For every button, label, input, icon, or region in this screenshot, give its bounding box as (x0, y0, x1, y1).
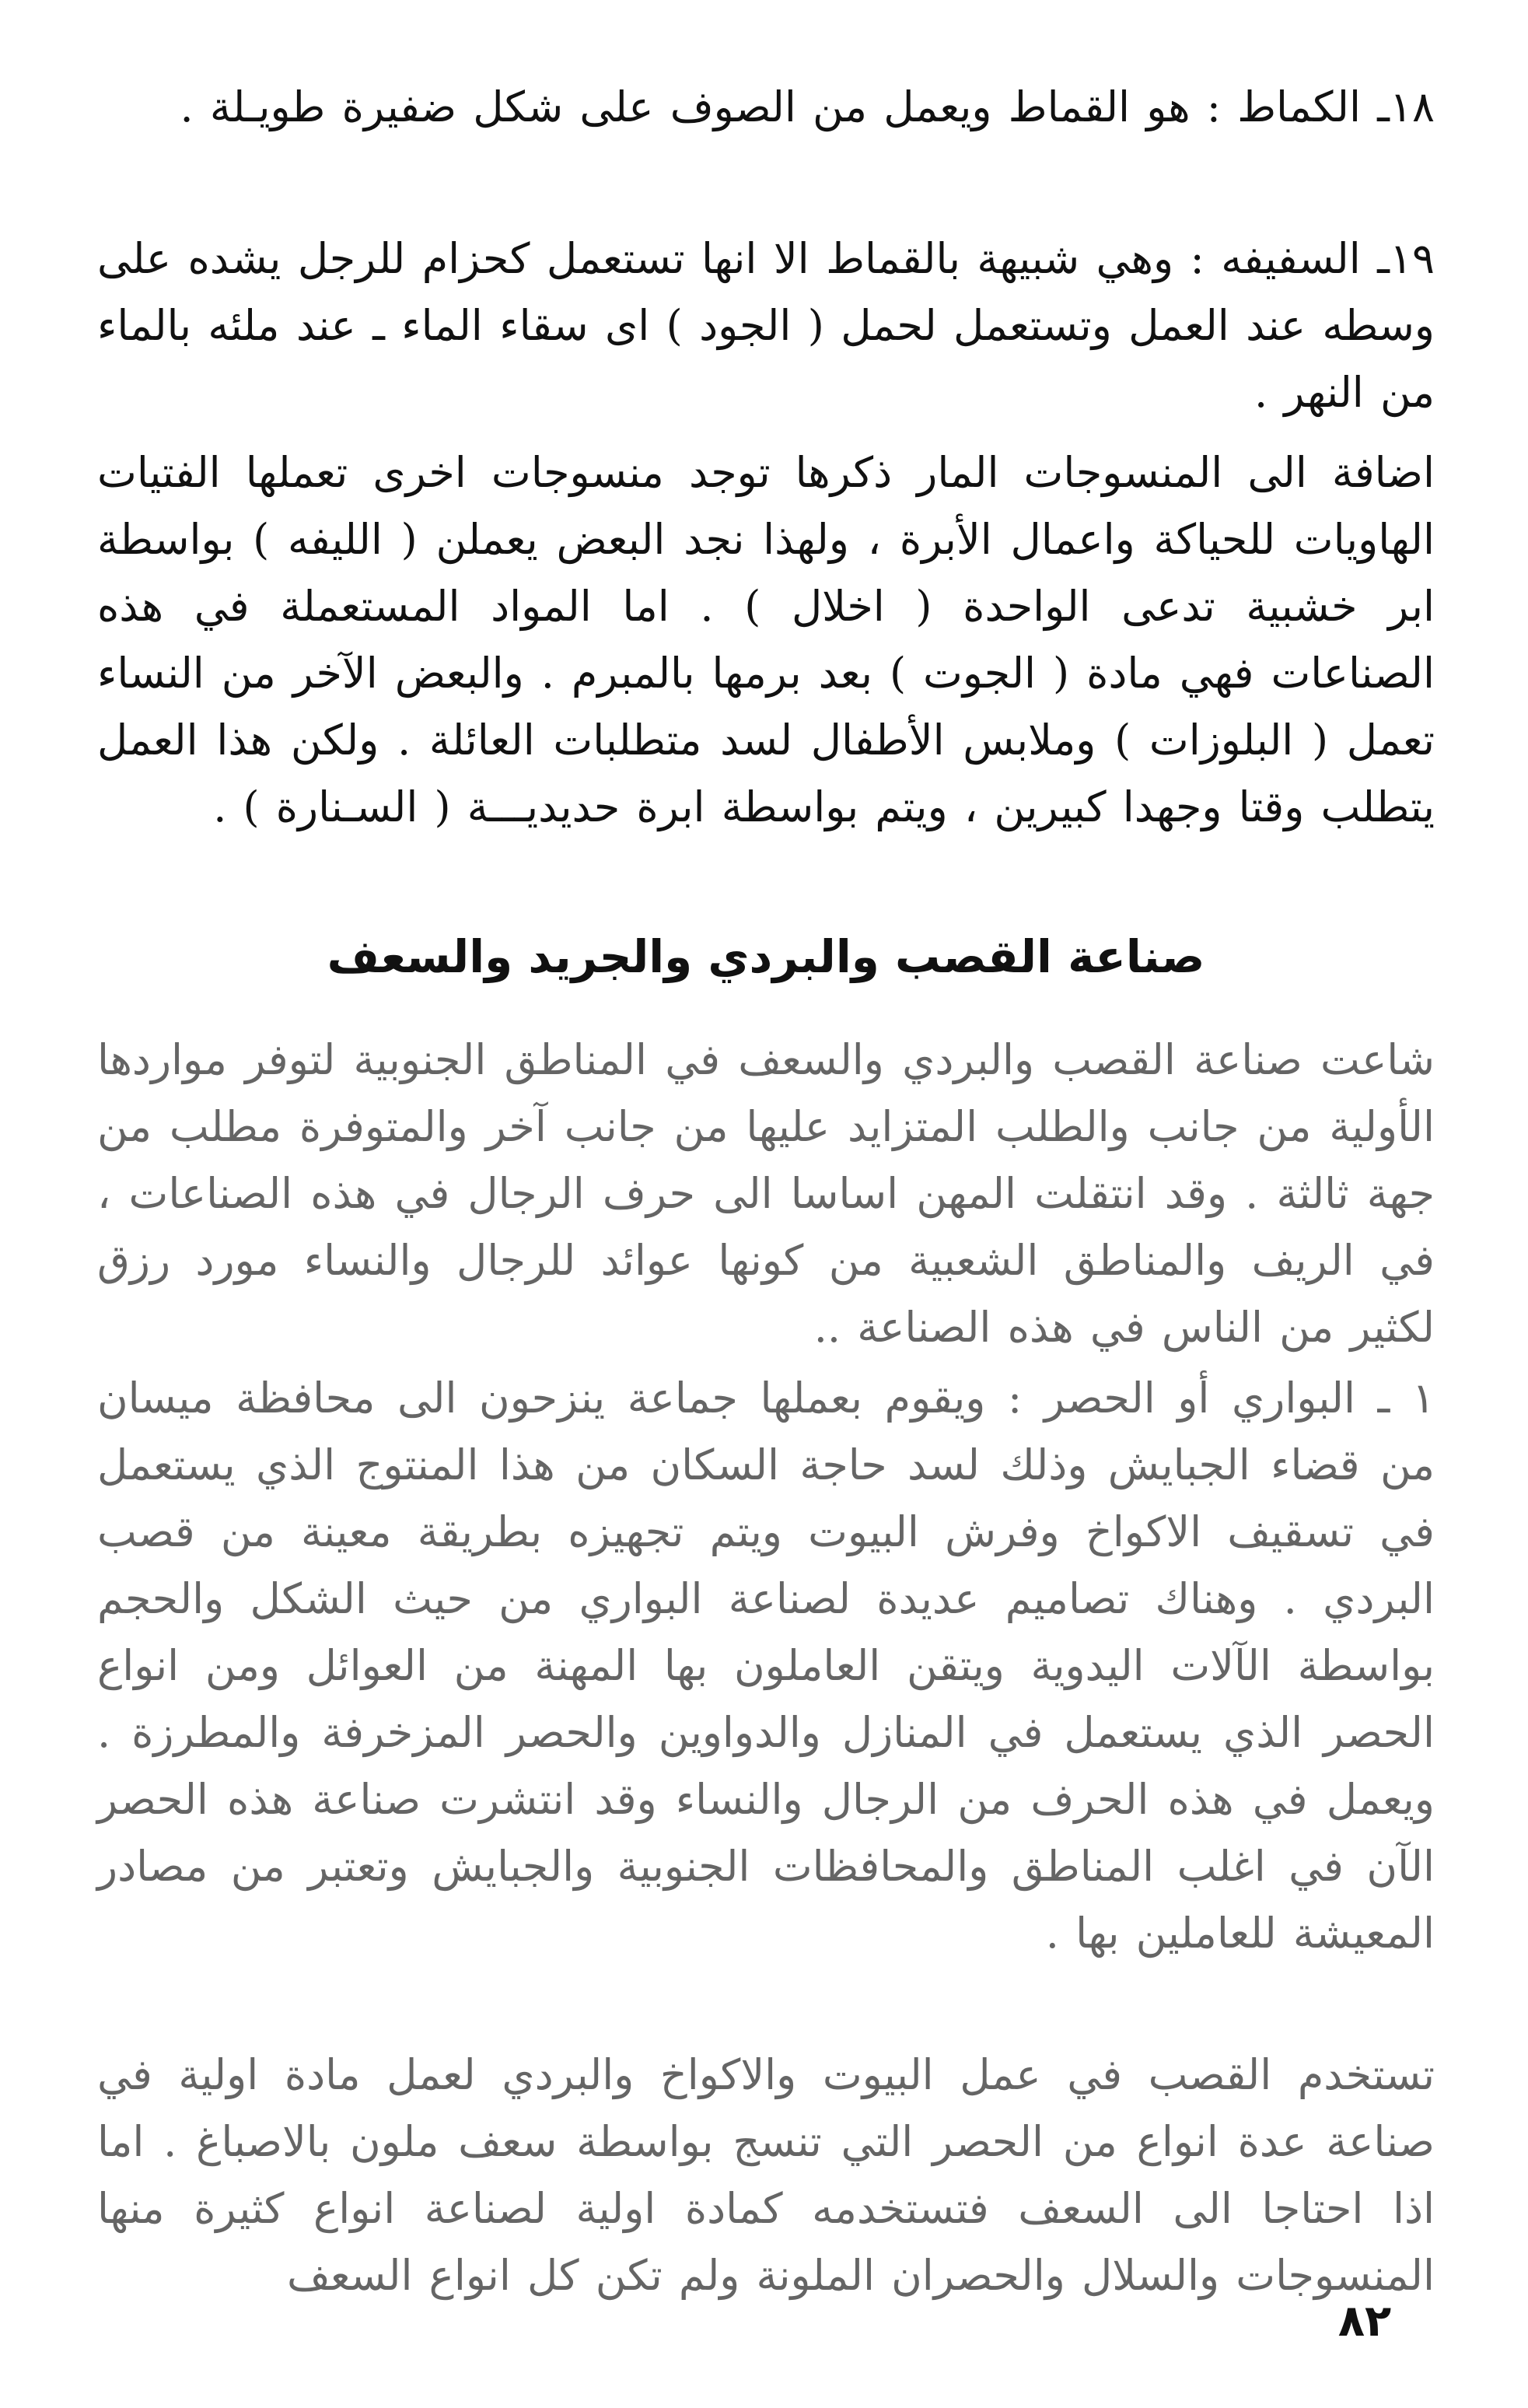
paragraph-degraded-intro: شاعت صناعة القصب والبردي والسعف في المناطق الجنوبية لتوفر مواردها الأولية من جانب والطلب المتزايد عليها من جانب آخر والمتوفرة مطلب من جهة ثالثة . وقد انتقلت المهن اساسا الى حرف الرجال في هذه الصناعات ، في الريف والمناطق الشعبية من كونها عوائد للرجال والنساء مورد رزق لكثير من الناس في هذه الصناعة .. (97, 1035, 1435, 1352)
page-number: ٨٢ (1337, 2296, 1392, 2347)
paragraph-degraded-mats: ١ ـ البواري أو الحصر : ويقوم بعملها جماعة ينزحون الى محافظة ميسان من قضاء الجبايش وذلك لسد حاجة السكان من هذا المنتوج الذي يستعمل في تسقيف الاكواخ وفرش البيوت ويتم تجهيزه بطريقة معينة من قصب البردي . وهناك تصاميم عديدة لصناعة البواري من حيث الشكل والحجم بواسطة الآلات اليدوية ويتقن العاملون بها المهنة من العوائل ومن انواع الحصر الذي يستعمل في المنازل والدواوين والحصر المزخرفة والمطرزة . ويعمل في هذه الحرف من الرجال والنساء وقد انتشرت صناعة هذه الحصر الآن في اغلب المناطق والمحافظات الجنوبية والجبايش وتعتبر من مصادر المعيشة للعاملين بها . (97, 1374, 1435, 1958)
section-heading: صناعة القصب والبردي والجريد والسعف (327, 930, 1205, 983)
paragraph-degraded-reeds: تستخدم القصب في عمل البيوت والاكواخ والبردي لعمل مادة اولية في صناعة عدة انواع من الحصر التي تنسج بواسطة سعف ملون بالاصباغ . اما اذا احتاجا الى السعف فتستخدمه كمادة اولية لصناعة انواع كثيرة منها المنسوجات والسلال والحصران الملونة ولم تكن كل انواع السعف (97, 2050, 1435, 2300)
paragraph-item-18: ١٨ـ الكماط : هو القماط ويعمل من الصوف على شكل ضفيرة طويـلة . (180, 82, 1435, 131)
paragraph-additional-textiles: اضافة الى المنسوجات المار ذكرها توجد منسوجات اخرى تعملها الفتيات الهاويات للحياكة واعمال الأبرة ، ولهذا نجد البعض يعملن ( الليفه ) بواسطة ابر خشبية تدعى الواحدة ( اخلال ) . اما المواد المستعملة في هذه الصناعات فهي مادة ( الجوت ) بعد برمها بالمبرم . والبعض الآخر من النساء تعمل ( البلوزات ) وملابس الأطفال لسد متطلبات العائلة . ولكن هذا العمل يتطلب وقتا وجهدا كبيرين ، ويتم بواسطة ابرة حديديـــة ( السـنارة ) . (97, 448, 1435, 831)
paragraph-item-19: ١٩ـ السفيفه : وهي شبيهة بالقماط الا انها تستعمل كحزام للرجل يشده على وسطه عند العمل وتستعمل لحمل ( الجود ) اى سقاء الماء ـ عند ملئه بالماء من النهر . (97, 234, 1435, 417)
